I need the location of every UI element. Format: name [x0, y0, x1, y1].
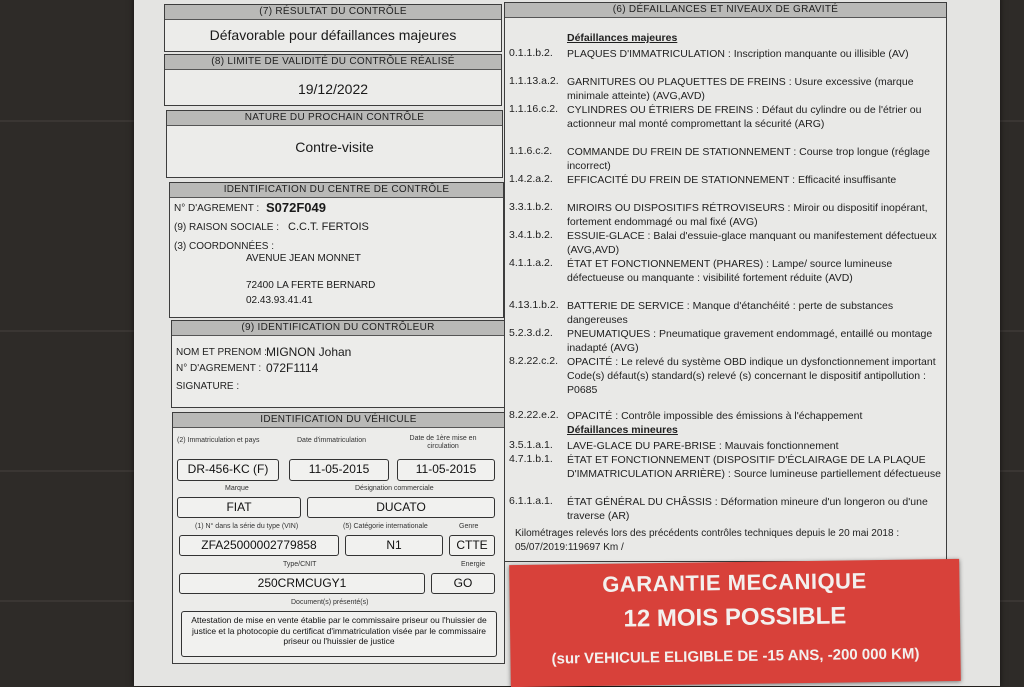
defect-description: MIROIRS OU DISPOSITIFS RÉTROVISEURS : Miroir ou dispositif inopérant, fortement endommagé ou mal fixé (AVG) [567, 202, 928, 229]
defect-description: CYLINDRES OU ÉTRIERS DE FREINS : Défaut du cylindre ou de l'étrier ou actionneur mal monté compromettant la sécurité (ARG) [567, 104, 922, 131]
center-section [169, 182, 504, 318]
defect-code: 0.1.1.b.2. [509, 47, 553, 59]
validity-section [164, 54, 502, 106]
defect-description: OPACITÉ : Le relevé du système OBD indique un dysfonctionnement important Code(s) défaut(s) standard(s) relevé (s) concernant le dispositif antipollution : P0685 [567, 356, 936, 397]
center-coord-label: (3) COORDONNÉES : [174, 241, 275, 252]
signature-label: SIGNATURE : [176, 381, 240, 392]
controller-header: (9) IDENTIFICATION DU CONTRÔLEUR [172, 321, 504, 336]
designation-label: Désignation commerciale [355, 485, 434, 492]
mileage-value: 05/07/2019:119697 Km / [515, 542, 624, 553]
marque-label: Marque [225, 485, 249, 492]
vin-field: ZFA25000002779858 [179, 535, 339, 556]
result-header: (7) RÉSULTAT DU CONTRÔLE [165, 5, 501, 20]
energie-field: GO [431, 573, 495, 594]
genre-label: Genre [459, 523, 479, 530]
date-first-label: Date de 1ère mise en circulation [409, 435, 477, 450]
designation-field: DUCATO [307, 497, 495, 518]
date-immat-field: 11-05-2015 [289, 459, 389, 481]
docs-label: Document(s) présenté(s) [291, 599, 369, 606]
defect-description: ÉTAT ET FONCTIONNEMENT (PHARES) : Lampe/ source lumineuse défectueuse ou manquante : visibilité fortement réduite (AVD) [567, 258, 893, 285]
result-value: Défavorable pour défaillances majeures [209, 27, 457, 43]
defect-code: 1.4.2.a.2. [509, 173, 553, 185]
controller-name-label: NOM ET PRENOM : [176, 347, 267, 358]
vehicle-header: IDENTIFICATION DU VÉHICULE [173, 413, 504, 428]
energie-label: Energie [461, 561, 486, 568]
next-control-header: NATURE DU PROCHAIN CONTRÔLE [167, 111, 502, 126]
type-field: 250CRMCUGY1 [179, 573, 425, 594]
validity-header: (8) LIMITE DE VALIDITÉ DU CONTRÔLE RÉALISÉ [165, 55, 501, 70]
defect-code: 4.1.1.a.2. [509, 257, 553, 269]
controller-name-value: MIGNON Johan [266, 345, 352, 359]
docs-field: Attestation de mise en vente établie par le commissaire priseur ou l'huissier de justice et la photocopie du certificat d'immatriculation visée par le commissaire priseur ou l'huissier de justice [181, 611, 497, 657]
defect-description: ÉTAT GÉNÉRAL DU CHÂSSIS : Déformation mineure d'un longeron ou d'une traverse (AR) [567, 496, 928, 523]
center-address-line1: AVENUE JEAN MONNET [246, 253, 361, 264]
result-section [164, 4, 502, 52]
sticker-line1: GARANTIE MECANIQUE [602, 568, 867, 597]
vin-label: (1) N° dans la série du type (VIN) [195, 523, 299, 530]
controller-agrement-label: N° D'AGREMENT : [176, 363, 262, 374]
vehicle-section [172, 412, 505, 664]
defect-description: EFFICACITÉ DU FREIN DE STATIONNEMENT : Efficacité insuffisante [567, 174, 897, 186]
center-agrement-label: N° D'AGREMENT : [174, 203, 260, 214]
sticker-line3: (sur VEHICULE ELIGIBLE DE -15 ANS, -200 000 KM) [551, 645, 920, 668]
defect-code: 4.13.1.b.2. [509, 299, 559, 311]
minor-defects-title: Défaillances mineures [567, 424, 678, 436]
defect-description: ESSUIE-GLACE : Balai d'essuie-glace manquant ou manifestement défectueux (AVG,AVD) [567, 230, 937, 257]
defect-code: 8.2.22.c.2. [509, 355, 559, 367]
defect-code: 3.5.1.a.1. [509, 439, 553, 451]
immat-label: (2) Immatriculation et pays [177, 437, 260, 444]
defect-description: COMMANDE DU FREIN DE STATIONNEMENT : Course trop longue (réglage incorrect) [567, 146, 930, 173]
date-first-field: 11-05-2015 [397, 459, 495, 481]
center-address-line2: 72400 LA FERTE BERNARD [246, 280, 376, 291]
major-defects-title: Défaillances majeures [567, 32, 678, 44]
defect-description: GARNITURES OU PLAQUETTES DE FREINS : Usure excessive (marque minimale atteinte) (AVG,AVD) [567, 76, 914, 103]
controller-section [171, 320, 505, 408]
genre-field: CTTE [449, 535, 495, 556]
defect-description: PNEUMATIQUES : Pneumatique gravement endommagé, entaillé ou montage inadapté (AVG) [567, 328, 933, 355]
controller-agrement-value: 072F1114 [266, 361, 319, 375]
center-raison-value: C.C.T. FERTOIS [288, 221, 369, 233]
defects-header: (6) DÉFAILLANCES ET NIVEAUX DE GRAVITÉ [505, 3, 946, 18]
defect-code: 1.1.13.a.2. [509, 75, 559, 87]
defect-description: BATTERIE DE SERVICE : Manque d'étanchéité : perte de substances dangereuses [567, 300, 894, 327]
next-control-section [166, 110, 503, 178]
categorie-label: (5) Catégorie internationale [343, 523, 428, 530]
defect-description: LAVE-GLACE DU PARE-BRISE : Mauvais fonctionnement [567, 440, 839, 452]
sticker-line2: 12 MOIS POSSIBLE [623, 602, 847, 633]
warranty-sticker [509, 559, 961, 687]
defect-code: 8.2.22.e.2. [509, 409, 559, 421]
defect-code: 1.1.6.c.2. [509, 145, 553, 157]
center-raison-label: (9) RAISON SOCIALE : [174, 222, 280, 233]
defect-code: 1.1.16.c.2. [509, 103, 559, 115]
validity-value: 19/12/2022 [297, 81, 369, 97]
defects-section [504, 2, 947, 562]
defect-code: 5.2.3.d.2. [509, 327, 553, 339]
defect-description: OPACITÉ : Contrôle impossible des émissions à l'échappement [567, 410, 863, 422]
immat-field: DR-456-KC (F) [177, 459, 279, 481]
defect-code: 6.1.1.a.1. [509, 495, 553, 507]
center-phone: 02.43.93.41.41 [246, 295, 313, 306]
defect-code: 3.3.1.b.2. [509, 201, 553, 213]
mileage-text: Kilométrages relevés lors des précédents contrôles techniques depuis le 20 mai 2018 : [515, 528, 900, 539]
type-label: Type/CNIT [283, 561, 317, 568]
next-control-value: Contre-visite [295, 139, 374, 155]
categorie-field: N1 [345, 535, 443, 556]
marque-field: FIAT [177, 497, 301, 518]
date-immat-label: Date d'immatriculation [297, 437, 367, 444]
defect-code: 3.4.1.b.2. [509, 229, 553, 241]
defect-description: PLAQUES D'IMMATRICULATION : Inscription manquante ou illisible (AV) [567, 48, 909, 60]
defect-code: 4.7.1.b.1. [509, 453, 553, 465]
center-header: IDENTIFICATION DU CENTRE DE CONTRÔLE [170, 183, 503, 198]
center-agrement-value: S072F049 [266, 200, 326, 215]
defect-description: ÉTAT ET FONCTIONNEMENT (DISPOSITIF D'ÉCLAIRAGE DE LA PLAQUE D'IMMATRICULATION ARRIÈRE) : Source lumineuse partiellement défectueuse [567, 454, 941, 481]
